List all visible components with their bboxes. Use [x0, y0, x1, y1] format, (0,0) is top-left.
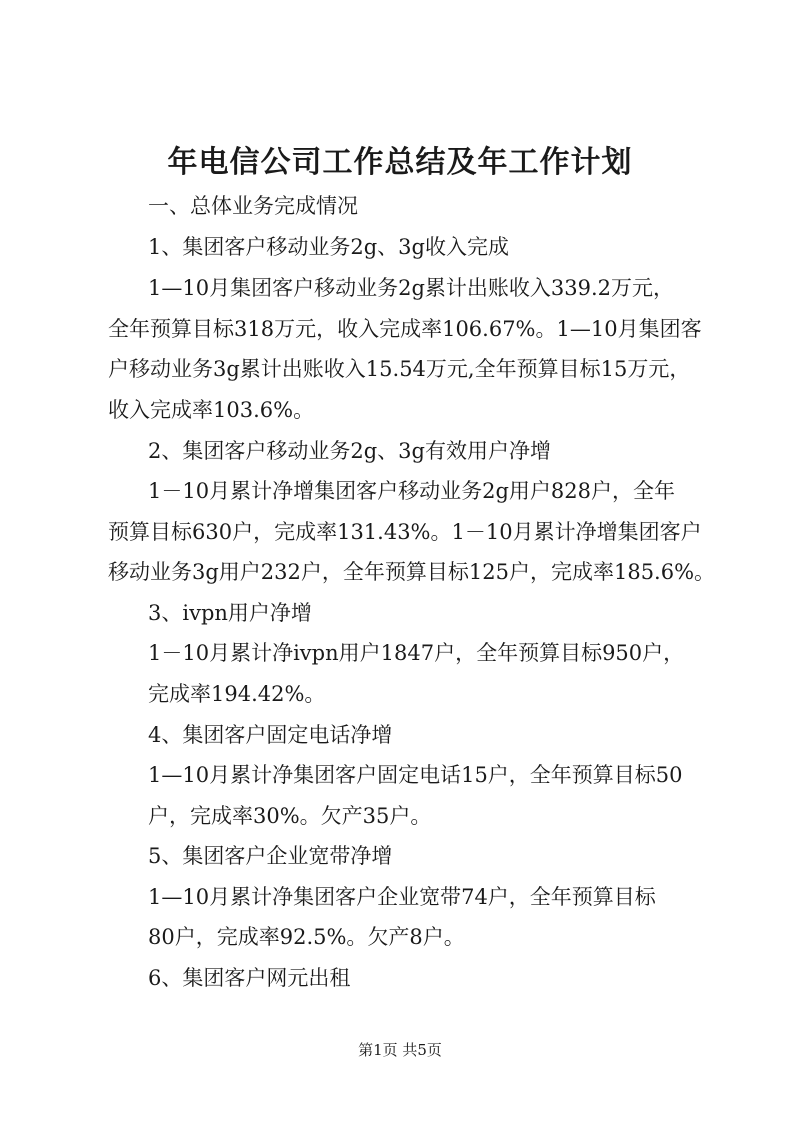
section-heading: 一、总体业务完成情况	[148, 194, 358, 218]
subsection-heading: 1、集团客户移动业务2g、3g收入完成	[148, 235, 509, 259]
paragraph-line: 户移动业务3g累计出账收入15.54万元,全年预算目标15万元，	[108, 357, 691, 381]
paragraph-line: 1－10月累计净增集团客户移动业务2g用户828户，全年	[148, 479, 675, 503]
paragraph-line: 1—10月累计净集团客户企业宽带74户，全年预算目标	[148, 885, 656, 909]
paragraph-line: 收入完成率103.6%。	[108, 398, 315, 422]
paragraph-line: 预算目标630户，完成率131.43%。1－10月累计净增集团客户	[108, 520, 702, 544]
paragraph-line: 1—10月累计净集团客户固定电话15户，全年预算目标50	[148, 763, 683, 787]
paragraph-line: 完成率194.42%。	[148, 682, 326, 706]
paragraph-line: 移动业务3g用户232户，全年预算目标125户，完成率185.6%。	[108, 560, 716, 584]
page-title: 年电信公司工作总结及年工作计划	[167, 145, 633, 180]
subsection-heading: 2、集团客户移动业务2g、3g有效用户净增	[148, 439, 551, 463]
paragraph-line: 80户，完成率92.5%。欠产8户。	[148, 925, 465, 949]
subsection-heading: 3、ivpn用户净增	[148, 601, 312, 625]
subsection-heading: 4、集团客户固定电话净增	[148, 723, 393, 747]
paragraph-line: 1－10月累计净ivpn用户1847户，全年预算目标950户，	[148, 641, 685, 665]
page-number-footer: 第1页 共5页	[358, 1041, 442, 1059]
paragraph-line: 1—10月集团客户移动业务2g累计出账收入339.2万元，	[148, 276, 675, 300]
subsection-heading: 6、集团客户网元出租	[148, 966, 351, 990]
paragraph-line: 全年预算目标318万元，收入完成率106.67%。1—10月集团客	[108, 317, 702, 341]
subsection-heading: 5、集团客户企业宽带净增	[148, 844, 393, 868]
paragraph-line: 户，完成率30%。欠产35户。	[148, 804, 432, 828]
